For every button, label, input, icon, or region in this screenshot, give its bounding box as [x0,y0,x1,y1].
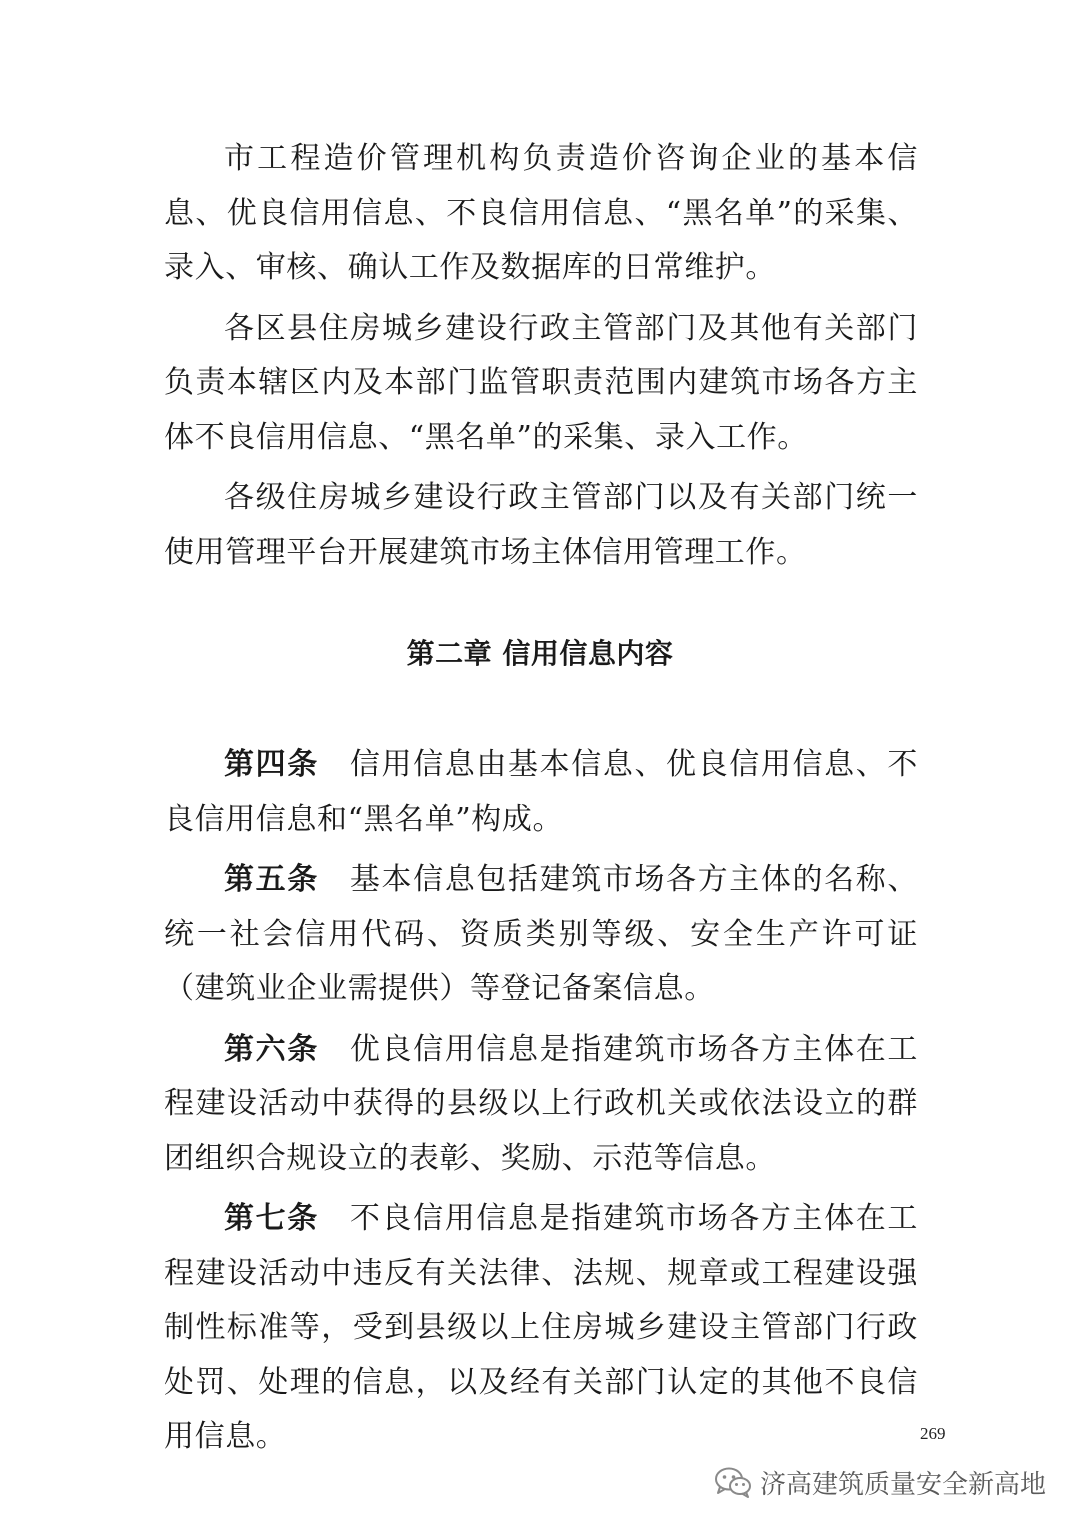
article-text: 基本信息包括建筑市场各方主体的名称、统一社会信用代码、资质类别等级、安全生产许可证（建筑业企业需提供）等登记备案信息。 [164,862,918,1006]
page-number: 269 [920,1424,946,1443]
article-label: 第四条 [224,747,319,782]
article-label: 第五条 [224,862,319,897]
paragraph: 各区县住房城乡建设行政主管部门及其他有关部门负责本辖区内及本部门监管职责范围内建筑市场各方主体不良信用信息、“黑名单”的采集、录入工作。 [164,310,918,455]
articles-section [164,738,918,1465]
article [164,1192,918,1465]
wechat-icon [714,1466,752,1498]
article [164,738,918,847]
watermark [714,1462,1046,1502]
article-label: 第七条 [224,1201,319,1236]
paragraph: 各级住房城乡建设行政主管部门以及有关部门统一使用管理平台开展建筑市场主体信用管理工作。 [164,480,918,570]
article-label: 第六条 [224,1031,319,1067]
article-text: 不良信用信息是指建筑市场各方主体在工程建设活动中违反有关法律、法规、规章或工程建设强制性标准等，受到县级以上住房城乡建设主管部门行政处罚、处理的信息，以及经有关部门认定的其他不良信用信息。 [164,1201,918,1454]
intro-section [164,132,918,580]
watermark-text: 济高建筑质量安全新高地 [759,1469,1046,1500]
paragraph: 市工程造价管理机构负责造价咨询企业的基本信息、优良信用信息、不良信用信息、“黑名单”的采集、录入、审核、确认工作及数据库的日常维护。 [164,141,918,285]
article [164,1023,918,1187]
article-text: 优良信用信息是指建筑市场各方主体在工程建设活动中获得的县级以上行政机关或依法设立的群团组织合规设立的表彰、奖励、示范等信息。 [164,1031,918,1176]
article-text: 信用信息由基本信息、优良信用信息、不良信用信息和“黑名单”构成。 [164,747,918,837]
article [164,853,918,1017]
chapter-title: 第二章 信用信息内容 [406,637,674,670]
